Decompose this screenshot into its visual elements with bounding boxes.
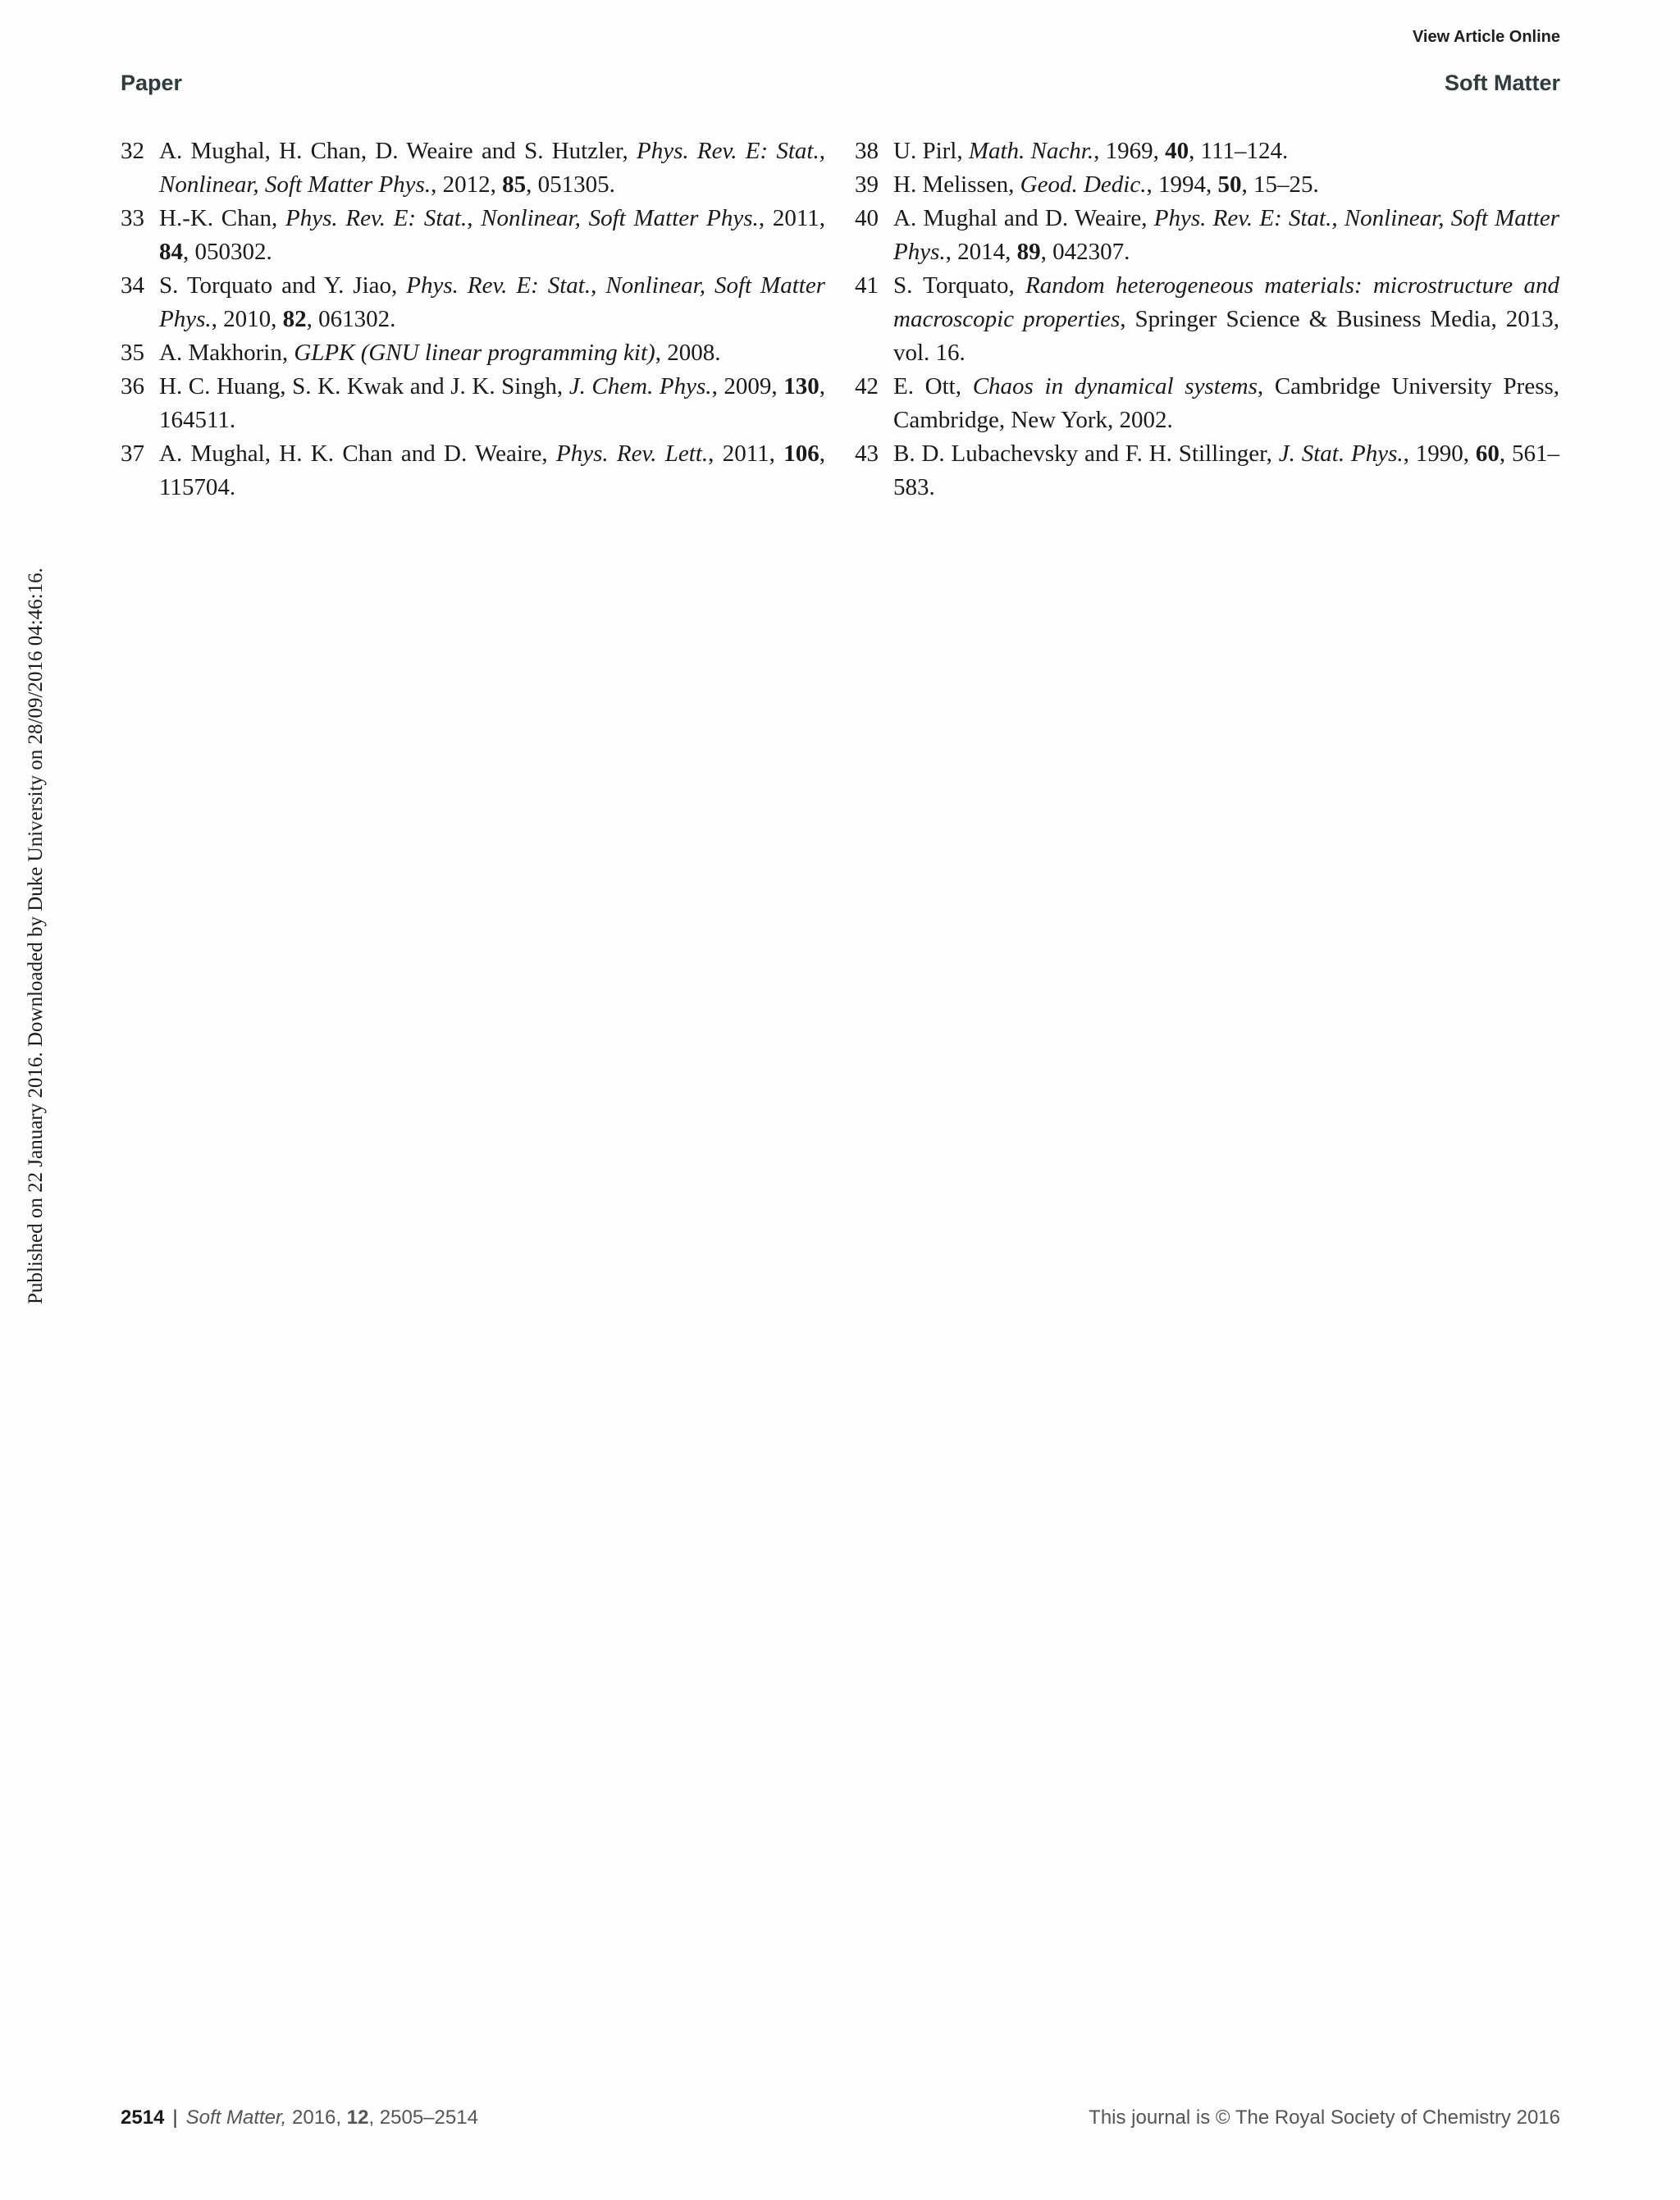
reference-volume: 84 xyxy=(159,239,183,265)
publication-side-note: Published on 22 January 2016. Downloaded by Duke University on 28/09/2016 04:46:16. xyxy=(25,568,47,1304)
reference-year: , 2008. xyxy=(655,340,721,366)
reference-authors: H. C. Huang, S. K. Kwak and J. K. Singh, xyxy=(159,373,569,399)
reference-item xyxy=(121,135,825,202)
reference-authors: A. Makhorin, xyxy=(159,340,294,366)
reference-journal: Phys. Rev. Lett. xyxy=(555,440,709,467)
reference-number: 40 xyxy=(855,205,879,231)
reference-journal: Phys. Rev. E: Stat., Nonlinear, Soft Matter Phys. xyxy=(893,205,1560,265)
footer-journal: Soft Matter, xyxy=(185,2106,287,2129)
reference-item xyxy=(855,269,1559,370)
reference-number: 34 xyxy=(121,272,144,299)
reference-year: , 2011, xyxy=(758,205,825,231)
view-article-online-link[interactable]: View Article Online xyxy=(1412,28,1560,46)
reference-pages: , 561–583. xyxy=(893,440,1560,500)
header-article-type: Paper xyxy=(121,71,183,95)
reference-year: , 2014, xyxy=(945,239,1017,265)
reference-pages: , 111–124. xyxy=(1189,138,1289,164)
reference-journal: Phys. Rev. E: Stat., Nonlinear, Soft Matter Phys. xyxy=(159,272,825,332)
reference-item xyxy=(855,437,1559,504)
header-journal-name: Soft Matter xyxy=(1445,71,1560,95)
reference-item xyxy=(855,370,1559,437)
reference-pages: , 061302. xyxy=(306,306,396,332)
reference-year: , 2009, xyxy=(711,373,784,399)
reference-number: 38 xyxy=(855,138,879,164)
reference-year: , 1969, xyxy=(1093,138,1166,164)
footer-year: 2016, xyxy=(286,2106,347,2129)
footer-separator: | xyxy=(172,2106,178,2129)
reference-title: GLPK (GNU linear programming kit) xyxy=(294,340,655,366)
reference-volume: 89 xyxy=(1016,239,1041,265)
reference-volume: 106 xyxy=(783,440,819,467)
reference-number: 37 xyxy=(121,440,144,467)
reference-journal: Math. Nachr. xyxy=(968,138,1094,164)
reference-item xyxy=(121,336,825,370)
reference-publisher: , Springer Science & Business Media, 2013, vol. 16. xyxy=(893,306,1559,366)
reference-pages: , 050302. xyxy=(183,239,272,265)
reference-number: 36 xyxy=(121,373,144,399)
reference-volume: 130 xyxy=(783,373,819,399)
reference-journal: J. Stat. Phys. xyxy=(1278,440,1404,467)
reference-authors: H. Melissen, xyxy=(893,171,1020,198)
reference-authors: A. Mughal and D. Weaire, xyxy=(893,205,1154,231)
reference-authors: B. D. Lubachevsky and F. H. Stillinger, xyxy=(893,440,1279,467)
reference-pages: , 15–25. xyxy=(1241,171,1319,198)
footer-pages: , 2505–2514 xyxy=(368,2106,478,2129)
reference-authors: S. Torquato and Y. Jiao, xyxy=(159,272,407,299)
reference-volume: 60 xyxy=(1475,440,1500,467)
reference-title: Chaos in dynamical systems xyxy=(972,373,1258,399)
reference-pages: , 115704. xyxy=(159,440,825,500)
reference-item xyxy=(121,370,825,437)
footer-volume: 12 xyxy=(346,2106,369,2129)
reference-number: 39 xyxy=(855,171,879,198)
reference-item xyxy=(855,202,1559,269)
reference-number: 41 xyxy=(855,272,879,299)
reference-number: 33 xyxy=(121,205,144,231)
footer-copyright: This journal is © The Royal Society of Chemistry 2016 xyxy=(1089,2106,1560,2129)
reference-year: , 2011, xyxy=(708,440,784,467)
reference-item xyxy=(121,202,825,269)
reference-title: Random heterogeneous materials: microstructure and macroscopic properties xyxy=(893,272,1559,332)
reference-journal: Geod. Dedic. xyxy=(1020,171,1147,198)
references-column-left xyxy=(121,135,825,504)
reference-authors: U. Pirl, xyxy=(893,138,969,164)
reference-item xyxy=(121,269,825,336)
reference-item xyxy=(855,135,1559,168)
reference-number: 43 xyxy=(855,440,879,467)
reference-number: 35 xyxy=(121,340,144,366)
reference-year: , 1994, xyxy=(1146,171,1218,198)
reference-year: , 1990, xyxy=(1403,440,1476,467)
reference-authors: A. Mughal, H. Chan, D. Weaire and S. Hutzler, xyxy=(159,138,637,164)
reference-authors: A. Mughal, H. K. Chan and D. Weaire, xyxy=(159,440,556,467)
reference-volume: 82 xyxy=(282,306,307,332)
reference-pages: , 051305. xyxy=(526,171,615,198)
reference-journal: Phys. Rev. E: Stat., Nonlinear, Soft Matter Phys. xyxy=(285,205,759,231)
reference-authors: S. Torquato, xyxy=(893,272,1026,299)
reference-journal: J. Chem. Phys. xyxy=(568,373,712,399)
reference-publisher: , Cambridge University Press, Cambridge, New York, 2002. xyxy=(893,373,1560,433)
page-number: 2514 xyxy=(121,2106,165,2129)
reference-number: 32 xyxy=(121,138,144,164)
reference-year: , 2010, xyxy=(211,306,283,332)
references-column-right xyxy=(855,135,1559,504)
reference-pages: , 164511. xyxy=(159,373,826,433)
reference-pages: , 042307. xyxy=(1040,239,1130,265)
footer-citation xyxy=(121,2106,478,2129)
reference-journal: Phys. Rev. E: Stat., Nonlinear, Soft Matter Phys. xyxy=(159,138,825,198)
reference-number: 42 xyxy=(855,373,879,399)
reference-item xyxy=(121,437,825,504)
reference-item xyxy=(855,168,1559,202)
reference-volume: 85 xyxy=(502,171,527,198)
reference-volume: 40 xyxy=(1165,138,1189,164)
reference-authors: H.-K. Chan, xyxy=(159,205,286,231)
reference-year: , 2012, xyxy=(431,171,503,198)
reference-authors: E. Ott, xyxy=(893,373,973,399)
reference-volume: 50 xyxy=(1217,171,1242,198)
